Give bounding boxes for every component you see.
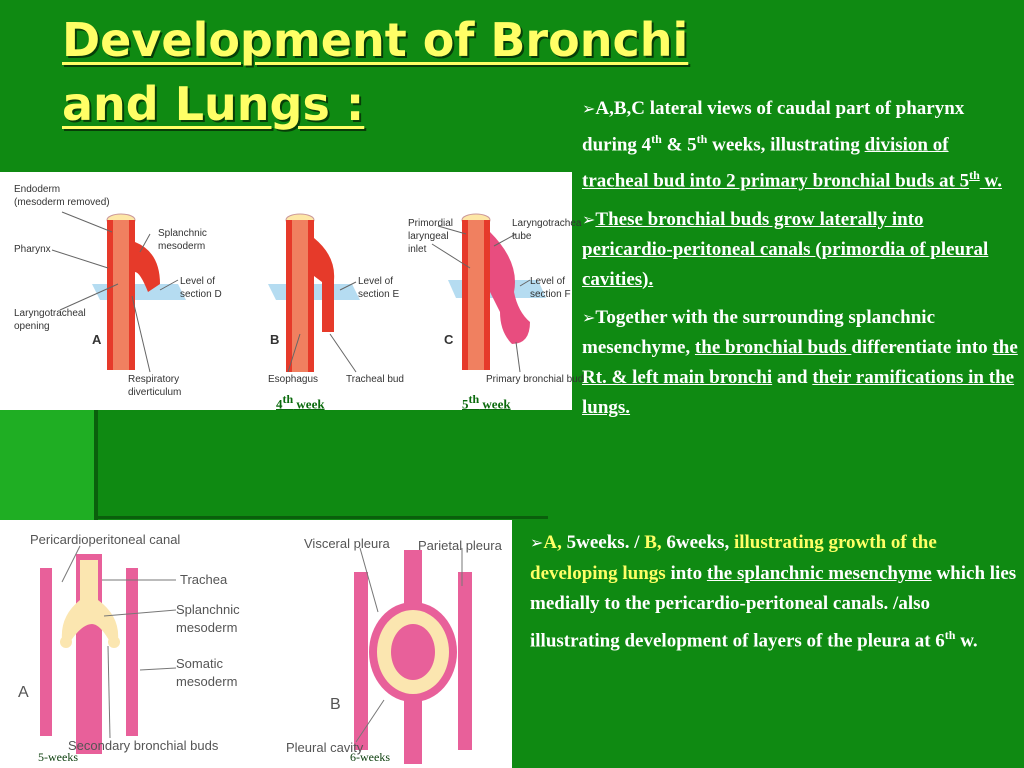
bottom-text-block bbox=[530, 528, 1020, 664]
label-laryngeal: laryngeal bbox=[408, 231, 449, 242]
label-section-d: section D bbox=[180, 289, 222, 300]
label-opening: opening bbox=[14, 321, 50, 332]
label-pleural-cavity: Pleural cavity bbox=[286, 740, 364, 755]
caption-6-weeks: 6-weeks bbox=[350, 750, 390, 764]
title-line-2: and Lungs : bbox=[62, 77, 365, 131]
label-diverticulum: diverticulum bbox=[128, 387, 182, 398]
label-level-of-e: Level of bbox=[358, 276, 394, 287]
label-mesoderm-2: mesoderm bbox=[176, 674, 238, 689]
left-accent-band bbox=[0, 410, 96, 520]
letter-b-bottom: B bbox=[330, 696, 341, 713]
label-visceral-pleura: Visceral pleura bbox=[304, 536, 390, 551]
label-pharynx: Pharynx bbox=[14, 244, 51, 255]
title-line-1: Development of Bronchi bbox=[62, 13, 689, 67]
caption-4th-week: 4th week bbox=[276, 392, 325, 412]
label-laryngotracheal: Laryngotracheal bbox=[14, 308, 86, 319]
lung-growth-illustration bbox=[0, 520, 512, 768]
bottom-figure-panel bbox=[0, 520, 512, 768]
label-endoderm: Endoderm bbox=[14, 184, 61, 195]
label-section-f: section F bbox=[530, 289, 571, 300]
paragraph-2: ➢These bronchial buds grow laterally into pericardio-peritoneal canals (primordia of pleural cavities). bbox=[582, 208, 989, 290]
paragraph-4: ➢A, 5weeks. / B, 6weeks, illustrating growth of the developing lungs into the splanchnic mesenchyme which lies medially to the pericardio-peritoneal canals. /also illustrating development of layers of the pleura at 6th w. bbox=[530, 532, 1017, 651]
top-figure-panel bbox=[0, 172, 584, 412]
label-parietal-pleura: Parietal pleura bbox=[418, 538, 502, 553]
label-laryngotrachea: Laryngotrachea bbox=[512, 218, 582, 229]
label-pericardioperitoneal-canal: Pericardioperitoneal canal bbox=[30, 532, 181, 547]
paragraph-3: ➢Together with the surrounding splanchnic mesenchyme, the bronchial buds differentiate into the Rt. & left main bronchi and their ramifications in the lungs. bbox=[582, 306, 1018, 418]
caption-5-weeks: 5-weeks bbox=[38, 750, 78, 764]
right-text-block bbox=[582, 94, 1018, 431]
label-tube: tube bbox=[512, 231, 532, 242]
label-mesoderm: mesoderm bbox=[176, 620, 238, 635]
horizontal-rule bbox=[96, 516, 548, 519]
label-mesoderm: mesoderm bbox=[158, 241, 206, 252]
letter-b: B bbox=[270, 332, 280, 347]
paragraph-1: ➢A,B,C lateral views of caudal part of pharynx during 4th & 5th weeks, illustrating division of tracheal bud into 2 primary bronchial buds at 5th w. bbox=[582, 98, 1002, 192]
vertical-rule bbox=[94, 410, 98, 520]
label-splanchnic: Splanchnic bbox=[176, 602, 240, 617]
label-somatic: Somatic bbox=[176, 656, 223, 671]
bullet-arrow-icon: ➢ bbox=[530, 533, 544, 552]
label-primordial: Primordial bbox=[408, 218, 454, 229]
caption-5th-week: 5th week bbox=[462, 392, 511, 412]
label-splanchnic: Splanchnic bbox=[158, 228, 207, 239]
label-mesoderm-removed: (mesoderm removed) bbox=[14, 197, 110, 208]
letter-a: A bbox=[92, 332, 102, 347]
label-respiratory: Respiratory bbox=[128, 374, 180, 385]
bullet-arrow-icon: ➢ bbox=[582, 307, 596, 327]
label-level-of-d: Level of bbox=[180, 276, 216, 287]
label-tracheal-bud: Tracheal bud bbox=[346, 374, 404, 385]
label-level-of-f: Level of bbox=[530, 276, 566, 287]
label-esophagus: Esophagus bbox=[268, 374, 319, 385]
bullet-arrow-icon: ➢ bbox=[582, 209, 596, 229]
label-primary-bronchial-bud: Primary bronchial bud bbox=[486, 374, 584, 385]
letter-a-bottom: A bbox=[18, 684, 29, 701]
bullet-arrow-icon: ➢ bbox=[582, 99, 596, 118]
letter-c: C bbox=[444, 332, 454, 347]
label-inlet: inlet bbox=[408, 244, 427, 255]
label-section-e: section E bbox=[358, 289, 400, 300]
label-trachea: Trachea bbox=[180, 572, 228, 587]
label-secondary-bronchial-buds: Secondary bronchial buds bbox=[68, 738, 219, 753]
